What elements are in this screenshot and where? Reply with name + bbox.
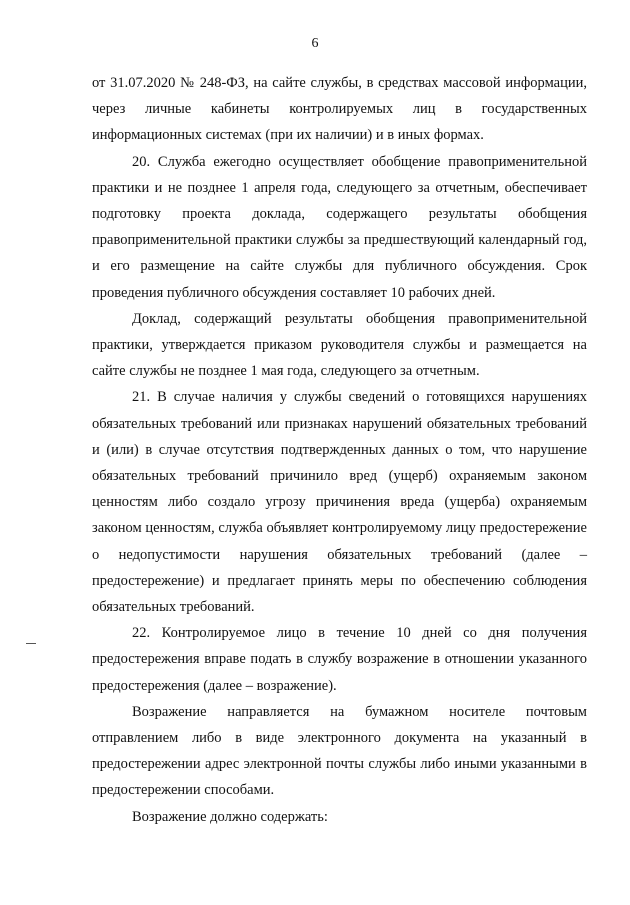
paragraph-item-21: 21. В случае наличия у службы сведений о готовящихся нарушениях обязательных требований или признаках нарушений обязательных требований и (или) в случае отсутствия подтвержденных данных о том, что нарушение обязательных требований причинило вред (ущерб) охраняемым законом ценностям либо создало угрозу причинения вреда (ущерба) охраняемым законом ценностям, служба объявляет контролируемому лицу предостережение о недопустимости нарушения обязательных требований (далее – предостережение) и предлагает принять меры по обеспечению соблюдения обязательных требований.	[92, 389, 587, 616]
paragraph-objection-contents: Возражение должно содержать:	[132, 808, 328, 825]
page-number: 6	[311, 36, 319, 51]
paragraph-continuation: от 31.07.2020 № 248-ФЗ, на сайте службы, в средствах массовой информации, через личные кабинеты контролируемых лиц в государственных информационных системах (при их наличии) и в иных формах.	[92, 75, 587, 144]
margin-mark	[26, 643, 36, 644]
document-body	[92, 70, 587, 830]
paragraph-item-22: 22. Контролируемое лицо в течение 10 дней со дня получения предостережения вправе подать в службу возражение в отношении указанного предостережения (далее – возражение).	[92, 625, 587, 694]
paragraph-item-20: 20. Служба ежегодно осуществляет обобщение правоприменительной практики и не позднее 1 апреля года, следующего за отчетным, обеспечивает подготовку проекта доклада, содержащего результаты обобщения правоприменительной практики службы за предшествующий календарный год, и его размещение на сайте службы для публичного обсуждения. Срок проведения публичного обсуждения составляет 10 рабочих дней.	[92, 153, 587, 301]
paragraph-objection-delivery: Возражение направляется на бумажном носителе почтовым отправлением либо в виде электронного документа на указанный в предостережении адрес электронной почты службы либо иными указанными в предостережении способами.	[92, 703, 587, 799]
paragraph-report-approval: Доклад, содержащий результаты обобщения правоприменительной практики, утверждается приказом руководителя службы и размещается на сайте службы не позднее 1 мая года, следующего за отчетным.	[92, 310, 587, 380]
